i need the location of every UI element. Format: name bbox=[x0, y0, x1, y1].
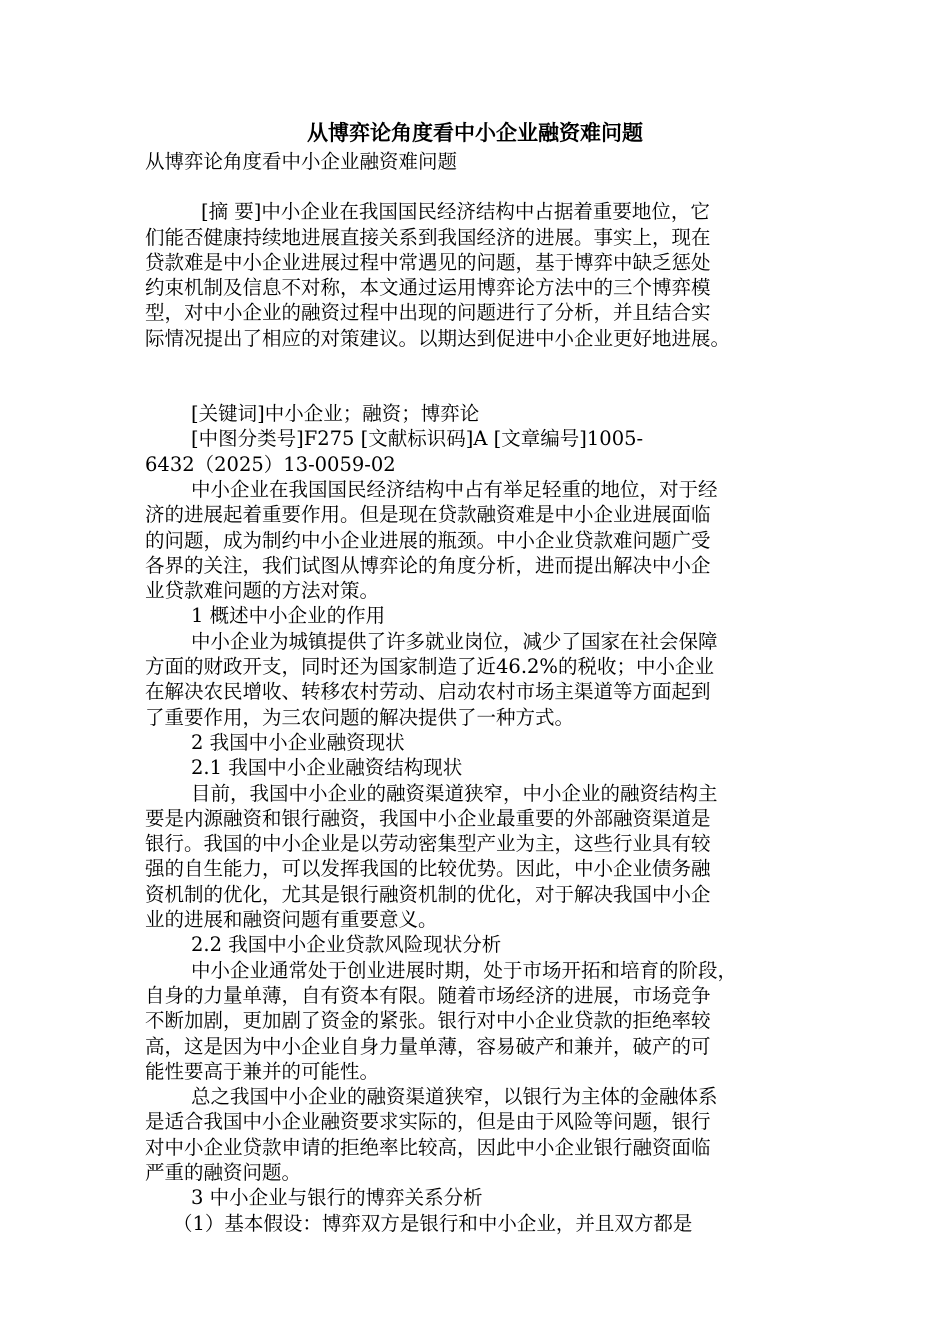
summary-line: 是适合我国中小企业融资要求实际的，但是由于风险等问题，银行 bbox=[145, 1110, 711, 1134]
section3-item: （1）基本假设：博弈双方是银行和中小企业，并且双方都是 bbox=[173, 1211, 693, 1235]
section21-line: 强的自生能力，可以发挥我国的比较优势。因此，中小企业债务融 bbox=[145, 857, 711, 881]
intro-line: 济的进展起着重要作用。但是现在贷款融资难是中小企业进展面临 bbox=[145, 503, 711, 527]
section22-line: 自身的力量单薄，自有资本有限。随着市场经济的进展，市场竞争 bbox=[145, 983, 711, 1007]
document-body bbox=[145, 149, 810, 1236]
abstract-line: 约束机制及信息不对称，本文通过运用博弈论方法中的三个博弈模 bbox=[145, 276, 711, 300]
abstract-line: [摘 要]中小企业在我国国民经济结构中占据着重要地位，它 bbox=[201, 200, 710, 224]
section21-line: 银行。我国的中小企业是以劳动密集型产业为主，这些行业具有较 bbox=[145, 832, 711, 856]
section1-line: 中小企业为城镇提供了许多就业岗位，减少了国家在社会保障 bbox=[191, 629, 718, 653]
section-heading: 1 概述中小企业的作用 bbox=[191, 604, 386, 628]
section21-line: 要是内源融资和银行融资，我国中小企业最重要的外部融资渠道是 bbox=[145, 806, 711, 830]
section21-line: 业的进展和融资问题有重要意义。 bbox=[145, 908, 438, 932]
document-title: 从博弈论角度看中小企业融资难问题 bbox=[307, 121, 643, 145]
spacer bbox=[145, 174, 810, 199]
summary-line: 对中小企业贷款申请的拒绝率比较高，因此中小企业银行融资面临 bbox=[145, 1135, 711, 1159]
abstract-line: 贷款难是中小企业进展过程中常遇见的问题，基于博弈中缺乏惩处 bbox=[145, 250, 711, 274]
section1-line: 在解决农民增收、转移农村劳动、启动农村市场主渠道等方面起到 bbox=[145, 680, 711, 704]
section-heading: 2 我国中小企业融资现状 bbox=[191, 730, 405, 754]
section21-line: 目前，我国中小企业的融资渠道狭窄，中小企业的融资结构主 bbox=[191, 781, 718, 805]
section-heading: 3 中小企业与银行的博弈关系分析 bbox=[191, 1186, 483, 1210]
abstract-line: 型，对中小企业的融资过程中出现的问题进行了分析，并且结合实 bbox=[145, 301, 711, 325]
intro-line: 各界的关注，我们试图从博弈论的角度分析，进而提出解决中小企 bbox=[145, 553, 711, 577]
spacer bbox=[145, 351, 810, 401]
classification-line: [中图分类号]F275 [文献标识码]A [文章编号]1005- bbox=[191, 427, 644, 451]
section22-line: 能性要高于兼并的可能性。 bbox=[145, 1059, 380, 1083]
section22-line: 高，这是因为中小企业自身力量单薄，容易破产和兼并，破产的可 bbox=[145, 1034, 711, 1058]
subsection-heading: 2.2 我国中小企业贷款风险现状分析 bbox=[191, 933, 502, 957]
section22-line: 中小企业通常处于创业进展时期，处于市场开拓和培育的阶段， bbox=[191, 958, 738, 982]
intro-line: 的问题，成为制约中小企业进展的瓶颈。中小企业贷款难问题广受 bbox=[145, 528, 711, 552]
intro-line: 业贷款难问题的方法对策。 bbox=[145, 579, 380, 603]
intro-line: 中小企业在我国国民经济结构中占有举足轻重的地位，对于经 bbox=[191, 477, 718, 501]
subsection-heading: 2.1 我国中小企业融资结构现状 bbox=[191, 756, 463, 780]
summary-line: 严重的融资问题。 bbox=[145, 1160, 302, 1184]
classification-line: 6432（2025）13-0059-02 bbox=[145, 452, 396, 476]
subtitle: 从博弈论角度看中小企业融资难问题 bbox=[145, 150, 458, 173]
section22-line: 不断加剧，更加剧了资金的紧张。银行对中小企业贷款的拒绝率较 bbox=[145, 1009, 711, 1033]
abstract-line: 际情况提出了相应的对策建议。以期达到促进中小企业更好地进展。 bbox=[145, 326, 731, 350]
keywords: [关键词]中小企业；融资；博弈论 bbox=[191, 402, 480, 426]
summary-line: 总之我国中小企业的融资渠道狭窄，以银行为主体的金融体系 bbox=[191, 1085, 718, 1109]
section21-line: 资机制的优化，尤其是银行融资机制的优化，对于解决我国中小企 bbox=[145, 882, 711, 906]
section1-line: 方面的财政开支，同时还为国家制造了近46.2%的税收；中小企业 bbox=[145, 655, 714, 679]
abstract-line: 们能否健康持续地进展直接关系到我国经济的进展。事实上，现在 bbox=[145, 225, 711, 249]
section1-line: 了重要作用，为三农问题的解决提供了一种方式。 bbox=[145, 705, 575, 729]
